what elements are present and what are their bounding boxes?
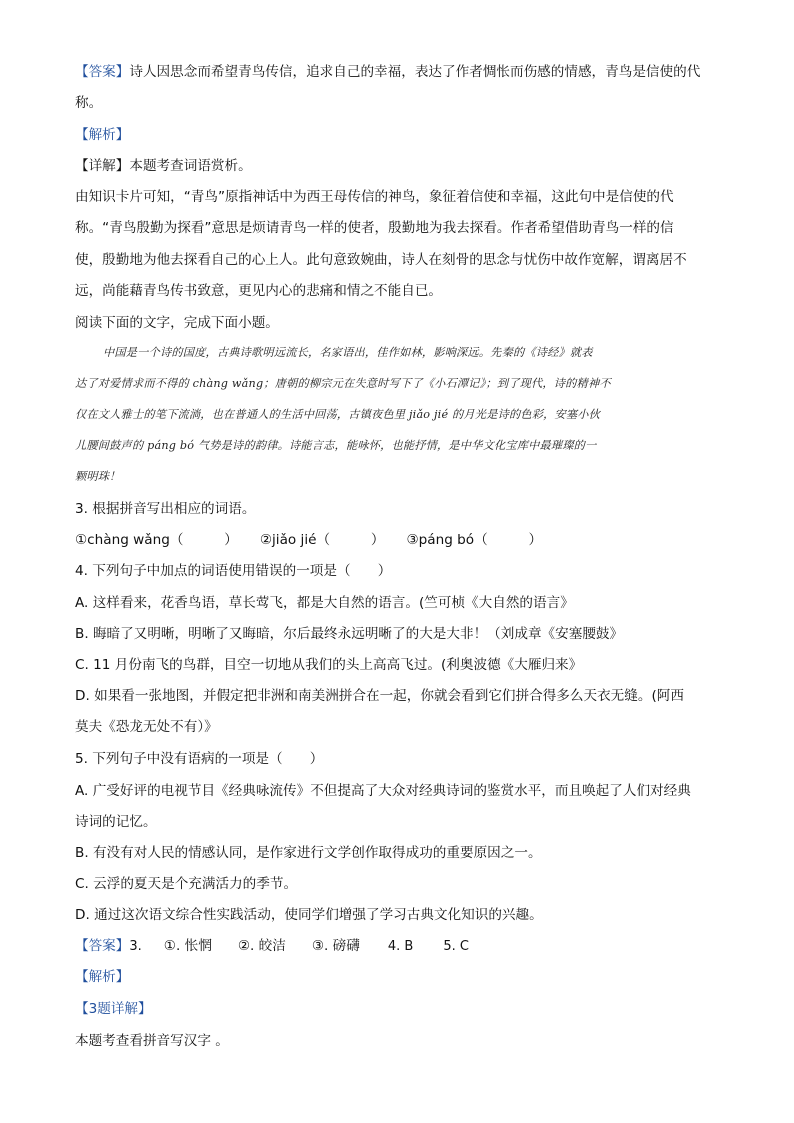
question-5-option-c: C. 云浮的夏天是个充满活力的季节。 — [75, 876, 298, 892]
answer-1-line-1 — [75, 62, 719, 82]
question-3-stem: 3. 根据拼音写出相应的词语。 — [75, 501, 256, 517]
detail-text: 本题考查词语赏析。 — [129, 158, 252, 174]
answer-2-line — [75, 936, 719, 957]
answer-q3: 3. — [129, 939, 142, 954]
answer-q4: 4. B — [387, 939, 414, 954]
answer-item: ③. 磅礴 — [311, 938, 360, 954]
answer-q5: 5. C — [443, 939, 469, 954]
answer-tag: 【答案】 — [75, 938, 130, 954]
detail-line: 使，殷勤地为他去探看自己的心上人。此句意致婉曲，诗人在刻骨的思念与忧伤中故作宽解，谓离居不 — [75, 252, 687, 268]
question-5-option-a: A. 广受好评的电视节目《经典咏流传》不但提高了大众对经典诗词的鉴赏水平，而且唤起了人们对经典 — [75, 783, 691, 799]
question-5-option-d: D. 通过这次语文综合性实践活动，使同学们增强了学习古典文化知识的兴趣。 — [75, 907, 543, 923]
analysis-label: 【解析】 — [75, 969, 130, 985]
answer-item: ②. 皎洁 — [237, 938, 286, 954]
detail-line: 远，尚能藉青鸟传书致意，更见内心的悲痛和情之不能自已。 — [75, 283, 443, 299]
question-5-stem: 5. 下列句子中没有语病的一项是（ ） — [75, 751, 324, 767]
question-5-option-b: B. 有没有对人民的情感认同，是作家进行文学创作取得成功的重要原因之一。 — [75, 845, 542, 861]
passage-line: 儿腰间鼓声的 páng bó 气势是诗的韵律。诗能言志，能咏怀，也能抒情，是中华文化宝库中最璀璨的一 — [75, 439, 597, 452]
passage-line: 达了对爱情求而不得的 chàng wǎng；唐朝的柳宗元在失意时写下了《小石潭记》；到了现代，诗的精神不 — [75, 377, 611, 390]
pinyin-item: ②jiǎo jié（ ） — [259, 532, 385, 548]
analysis-label: 【解析】 — [75, 127, 130, 143]
question-5-option-a-cont: 诗词的记忆。 — [75, 814, 157, 830]
question-4-option-a: A. 这样看来，花香鸟语，草长莺飞，都是大自然的语言。(竺可桢《大自然的语言》 — [75, 595, 574, 611]
detail-line: 称。“青鸟殷勤为探看”意思是烦请青鸟一样的使者，殷勤地为我去探看。作者希望借助青鸟一样的信 — [75, 220, 674, 236]
answer-1-line-2: 称。 — [75, 95, 103, 111]
answer-item: ①. 怅惘 — [163, 938, 212, 954]
question-4-option-d-cont: 莫夫《恐龙无处不有）》 — [75, 719, 218, 735]
question-4-option-c: C. 11 月份南飞的鸟群，目空一切地从我们的头上高高飞过。(利奥波德《大雁归来》 — [75, 657, 583, 673]
question-4-option-b: B. 晦暗了又明晰，明晰了又晦暗，尔后最终永远明晰了的大是大非！（刘成章《安塞腰鼓》 — [75, 626, 624, 642]
passage-line: 中国是一个诗的国度，古典诗歌明远流长，名家语出，佳作如林，影响深远。先秦的《诗经》就表 — [103, 346, 593, 359]
detail-heading — [75, 156, 719, 176]
passage-line: 颗明珠！ — [75, 470, 121, 483]
passage-line: 仅在文人雅士的笔下流淌，也在普通人的生活中回荡，古镇夜色里 jiǎo jié 的月光是诗的色彩，安塞小伙 — [75, 408, 601, 421]
pinyin-item: ③páng bó（ ） — [406, 532, 543, 548]
final-text: 本题考查看拼音写汉字 。 — [75, 1033, 229, 1049]
question-3-detail-label: 【3题详解】 — [75, 1001, 152, 1017]
question-4-stem: 4. 下列句子中加点的词语使用错误的一项是（ ） — [75, 563, 392, 579]
answer-tag: 【答案】 — [75, 64, 130, 80]
reading-instruction: 阅读下面的文字，完成下面小题。 — [75, 315, 279, 331]
pinyin-item: ①chàng wǎng（ ） — [75, 532, 238, 548]
answer-text: 诗人因思念而希望青鸟传信，追求自己的幸福，表达了作者惆怅而伤感的情感，青鸟是信使的代 — [129, 64, 701, 80]
detail-line: 由知识卡片可知，“青鸟”原指神话中为西王母传信的神鸟，象征着信使和幸福，这此句中是信使的代 — [75, 189, 674, 205]
detail-tag: 【详解】 — [75, 158, 130, 174]
question-3-items — [75, 530, 719, 550]
question-4-option-d: D. 如果看一张地图，并假定把非洲和南美洲拼合在一起，你就会看到它们拼合得多么天衣无缝。(阿西 — [75, 688, 684, 704]
